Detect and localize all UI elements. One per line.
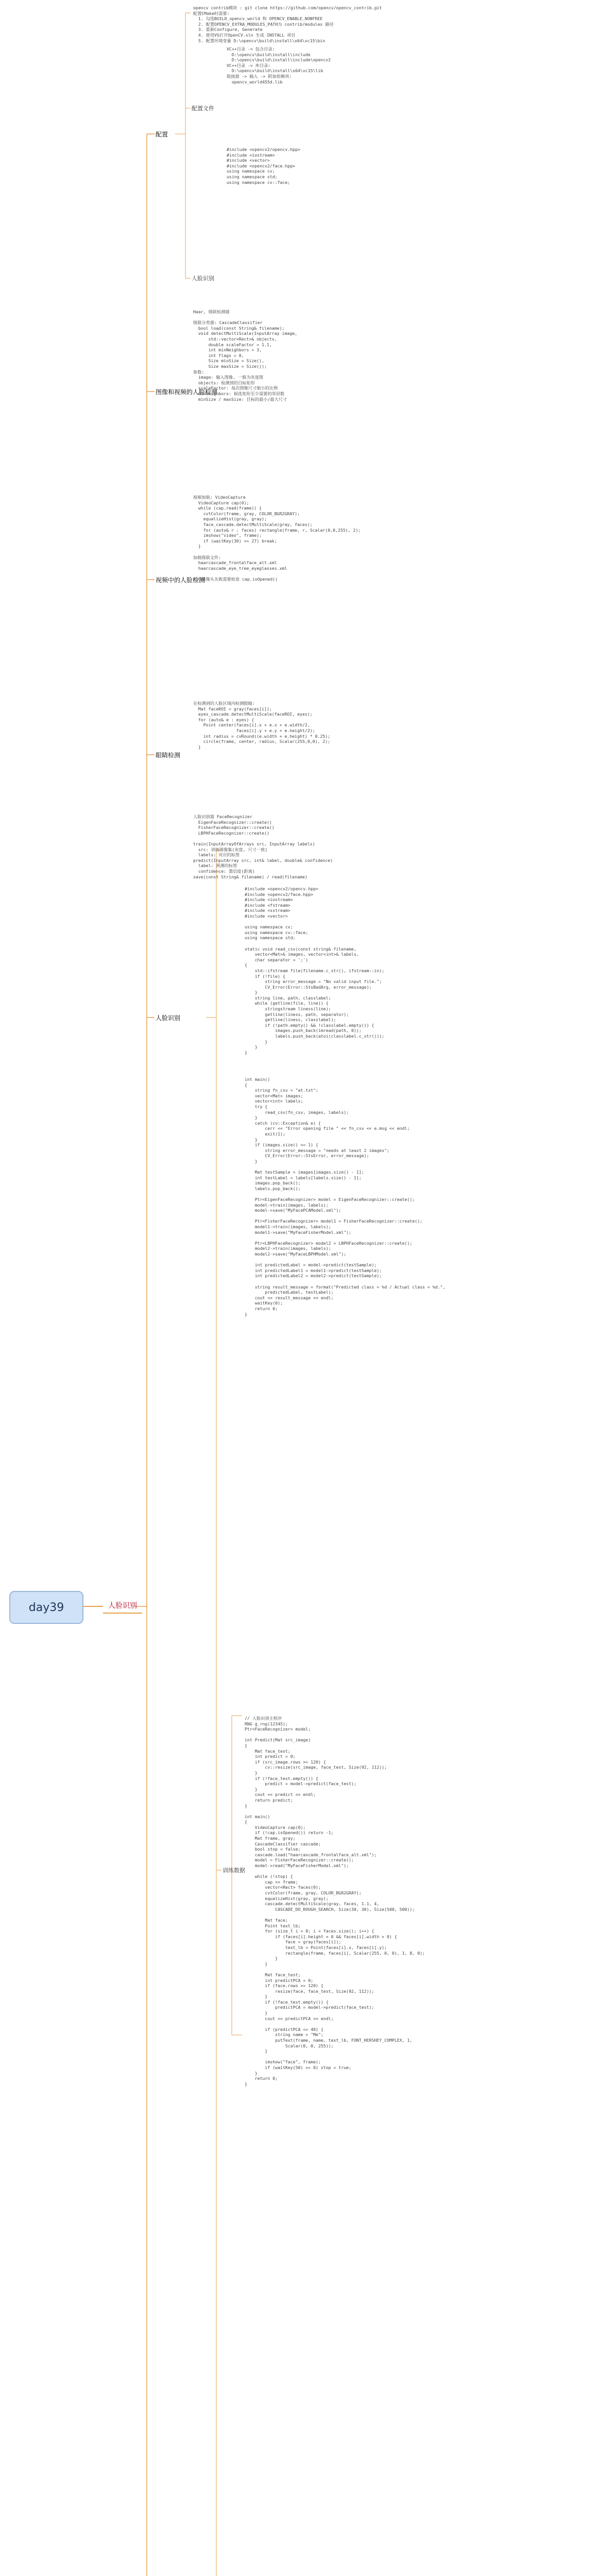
text-line: EigenFaceRecognizer::create()	[193, 819, 272, 825]
text-line	[245, 1967, 425, 1972]
text-line: opencv_world455d.lib	[227, 79, 283, 84]
text-line: cap >> frame;	[245, 1879, 298, 1885]
root-node[interactable]	[9, 1591, 83, 1624]
text-line: 打开摄像头失败需要检查 cap.isOpened()	[193, 576, 278, 582]
text-line: face = gray(faces[i]);	[245, 1939, 341, 1945]
text-line: cout << result_message << endl;	[245, 1295, 334, 1300]
note-block-face-recognizer	[193, 814, 333, 879]
text-line: minSize / maxSize: 目标的最小/最大尺寸	[193, 396, 287, 402]
text-line: Mat faceROI = gray(faces[i]);	[193, 706, 272, 711]
text-line: int Predict(Mat src_image)	[245, 1737, 311, 1743]
text-line: 级联分类器: CascadeClassifier	[193, 320, 263, 326]
text-line: catch (cv::Exception& e) {	[245, 1120, 321, 1126]
text-line: while (getline(file, line)) {	[245, 1001, 329, 1006]
branch-video-face[interactable]: 视频中的人脸检测	[156, 577, 206, 584]
text-line: double scaleFactor = 1.1,	[193, 342, 272, 347]
text-line: 参数:	[193, 369, 204, 375]
note-block-vs-config	[227, 46, 331, 84]
text-line	[193, 836, 333, 841]
text-line: cvtColor(frame, gray, COLOR_BGR2GRAY);	[245, 1890, 362, 1895]
text-line: Mat face_test;	[245, 1972, 301, 1977]
text-line: while (cap.read(frame)) {	[193, 505, 262, 511]
text-line: scaleFactor: 每次图像尺寸缩小的比例	[193, 385, 278, 391]
sublabel-config-cmake[interactable]: 配置文件	[192, 105, 214, 112]
note-block-eyes	[193, 701, 330, 750]
text-line: return 0;	[245, 1306, 278, 1311]
text-line	[193, 549, 361, 555]
text-line: }	[245, 1956, 278, 1961]
text-line: getline(liness, path, separator);	[245, 1011, 349, 1017]
text-line: using namespace cv;	[245, 924, 293, 930]
text-line: }	[193, 544, 201, 549]
text-line: Mat testSample = images[images.size() - 1];	[245, 1170, 364, 1175]
text-line: #include <fstream>	[245, 902, 290, 908]
text-line: char separator = ';')	[245, 957, 309, 962]
text-line: cout << predictPCA << endl;	[245, 2015, 334, 2021]
text-line: cascade.load("haarcascade_frontalface_alt.xml");	[245, 1852, 377, 1857]
text-line: int predictedLabel1 = model1->predict(testSample);	[245, 1267, 382, 1273]
text-line: #include <opencv2/opencv.hpp>	[245, 886, 318, 891]
text-line: if (src_image.rows >= 120) {	[245, 1759, 326, 1765]
text-line: for (size_t i = 0; i < faces.size(); i++) {	[245, 1928, 374, 1934]
text-line: }	[245, 1044, 258, 1050]
text-line: if (waitKey(30) == 27) break;	[193, 538, 277, 544]
text-line	[245, 2021, 425, 2027]
text-line: int testLabel = labels[labels.size() - 1];	[245, 1175, 362, 1180]
text-line: model1->train(images, labels);	[245, 1224, 331, 1230]
text-line: using namespace cv::face;	[227, 179, 290, 185]
text-line: using namespace cv::face;	[245, 929, 309, 935]
text-line: predictPCA = model->predict(face_test);	[245, 2005, 374, 2010]
text-line: CascadeClassifier cascade;	[245, 1841, 321, 1846]
text-line: Size maxSize = Size());	[193, 363, 267, 369]
text-line: static void read_csv(const string& filename,	[245, 946, 356, 952]
text-line: int predict = 0;	[245, 1754, 296, 1759]
text-line: }	[245, 1994, 268, 1999]
text-line: predict = model->predict(face_test);	[245, 1781, 356, 1787]
text-line	[245, 1235, 445, 1241]
text-line: string line, path, classlabel;	[245, 995, 331, 1001]
text-line: cerr << "Error opening file " << fn_csv << e.msg << endl;	[245, 1126, 410, 1131]
text-line: vector<Mat>& images, vector<int>& labels,	[245, 952, 359, 957]
text-line: 5. 配置环境变量 D:\opencv\build\install\x64\vc15\bin	[193, 38, 326, 43]
branch-prep[interactable]: 配置	[156, 131, 168, 138]
text-line: }	[245, 2010, 268, 2016]
text-line: string error_message = "needs at least 2 images";	[245, 1147, 389, 1153]
text-line: circle(frame, center, radius, Scalar(255,0,0), 2);	[193, 739, 331, 744]
text-line: model2->train(images, labels);	[245, 1246, 331, 1251]
text-line: RNG g_rng(12345);	[245, 1721, 288, 1726]
text-line	[245, 941, 384, 946]
text-line	[245, 2054, 425, 2060]
text-line: for (auto& e : eyes) {	[193, 717, 254, 722]
text-line: rectangle(frame, faces[i], Scalar(255, 0, 0), 1, 8, 0);	[245, 1950, 425, 1956]
text-line: 1. 勾选BUILD_opencv_world 和 OPENCV_ENABLE_NONFREE	[193, 16, 323, 22]
text-line	[245, 919, 384, 925]
text-line: D:\opencv\build\install\include\opencv2	[227, 57, 331, 63]
text-line: int flags = 0,	[193, 352, 244, 358]
text-line: CASCADE_DO_ROUGH_SEARCH, Size(30, 30), Size(500, 500));	[245, 1906, 415, 1912]
text-line: #include <opencv2/opencv.hpp>	[227, 147, 300, 152]
text-line: for (auto& r : faces) rectangle(frame, r, Scalar(0,0,255), 2);	[193, 527, 361, 533]
text-line: CV_Error(Error::StsError, error_message);	[245, 1153, 369, 1159]
text-line: bool load(const String& filename);	[193, 325, 285, 331]
code-block-includes	[227, 147, 300, 185]
text-line: #include <iostream>	[227, 152, 275, 158]
text-line: model2->save("MyFaceLBPHModel.xml");	[245, 1251, 347, 1257]
text-line: imshow("face", frame);	[245, 2059, 321, 2065]
text-line: resize(face, face_test, Size(92, 112));	[245, 1988, 374, 1994]
text-line: equalizeHist(gray, gray);	[245, 1895, 329, 1901]
text-line: equalizeHist(gray, gray);	[193, 516, 267, 522]
text-line: int predictPCA = 0;	[245, 1977, 314, 1983]
text-line: src: 训练图像集(灰度, 尺寸一致)	[193, 846, 268, 852]
text-line: std::vector<Rect>& objects,	[193, 336, 277, 342]
text-line: predictedLabel, testLabel);	[245, 1290, 334, 1295]
text-line	[245, 1191, 445, 1197]
text-line: predict(InputArray src, int& label, double& confidence)	[193, 857, 333, 863]
text-line: if (faces[i].height > 0 && faces[i].width > 0) {	[245, 1934, 397, 1939]
text-line: string fn_csv = "at.txt";	[245, 1088, 318, 1093]
text-line: using namespace cv;	[227, 168, 275, 174]
text-line: Mat face_test;	[245, 1748, 290, 1754]
text-line: CV_Error(Error::StsBadArg, error_message);	[245, 984, 372, 990]
text-line: 加载级联文件:	[193, 554, 221, 560]
text-line: getline(liness, classlabel);	[245, 1017, 336, 1023]
text-line	[193, 315, 297, 320]
text-line: read_csv(fn_csv, images, labels);	[245, 1109, 349, 1115]
text-line: if (!cap.isOpened()) return -1;	[245, 1830, 334, 1836]
text-line: VC++目录 -> 库目录:	[227, 62, 271, 68]
text-line: using namespace std;	[245, 935, 296, 941]
text-line: model->save("MyFacePCAModel.xml");	[245, 1208, 341, 1213]
text-line: if (!face_test.empty()) {	[245, 1775, 318, 1781]
text-line: #include <opencv2/face.hpp>	[245, 891, 314, 897]
text-line: Point center(faces[i].x + e.x + e.width/2,	[193, 722, 310, 728]
text-line: 链接器 -> 输入 -> 附加依赖项:	[227, 73, 292, 79]
branch-face-detection[interactable]: 图像和视频的人脸检测	[156, 388, 218, 396]
text-line	[245, 1869, 425, 1874]
text-line: int main()	[245, 1814, 270, 1819]
text-line: Ptr<LBPHFaceRecognizer> model2 = LBPHFaceRecognizer::create();	[245, 1240, 413, 1246]
root-title: day39	[28, 1601, 64, 1614]
text-line: void detectMultiScale(InputArray image,	[193, 331, 298, 336]
topic-node[interactable]	[103, 1598, 142, 1614]
note-block-cascade-api	[193, 309, 297, 402]
text-line: {	[245, 962, 247, 968]
text-line: 4. 使用VS打开OpenCV.sln 生成 INSTALL 项目	[193, 32, 296, 38]
text-line: images.pop_back();	[245, 1180, 301, 1186]
text-line: D:\opencv\build\install\include	[227, 52, 311, 57]
text-line: string result_message = format("Predicted class = %d / Actual class = %d.",	[245, 1284, 446, 1290]
text-line: int radius = cvRound((e.width + e.height) * 0.25);	[193, 733, 331, 739]
text-line: int minNeighbors = 3,	[193, 347, 262, 353]
text-line: imshow("video", frame);	[193, 533, 262, 538]
text-line: confidence: 置信度(距离)	[193, 868, 255, 874]
text-line: #include <vector>	[227, 158, 270, 163]
text-line: vector<Rect> faces(0);	[245, 1885, 321, 1890]
text-line: images.push_back(imread(path, 0));	[245, 1028, 362, 1033]
text-line: Haar, 级联检测器	[193, 309, 230, 314]
text-line: }	[193, 744, 201, 750]
text-line: model->read("MyFaceFisherModel.xml");	[245, 1863, 349, 1869]
text-line: }	[245, 1803, 247, 1808]
text-line: }	[245, 1115, 258, 1121]
text-line: if (!path.empty() && !classlabel.empty()) {	[245, 1022, 374, 1028]
text-line: }	[245, 2048, 268, 2054]
text-line: 2. 配置OPENCV_EXTRA_MODULES_PATH为 contrib/modules 路径	[193, 21, 334, 27]
text-line	[245, 1279, 445, 1284]
text-line: }	[245, 1137, 258, 1142]
text-line: 在检测到的人脸区域内检测眼睛:	[193, 701, 255, 706]
text-line: string error_message = "No valid input file.";	[245, 979, 382, 985]
text-line: }	[245, 1049, 247, 1055]
text-line: using namespace std;	[227, 174, 278, 179]
text-line: labels: 对应的标签	[193, 852, 240, 858]
text-line: Ptr<FisherFaceRecognizer> model1 = FisherFaceRecognizer::create();	[245, 1218, 423, 1224]
text-line: Size minSize = Size(),	[193, 358, 265, 364]
text-line: label: 预测的标签	[193, 863, 237, 869]
text-line: faces[i].y + e.y + e.height/2);	[193, 727, 315, 733]
text-line: haarcascade_frontalface_alt.xml	[193, 560, 277, 566]
text-line: Mat frame, gray;	[245, 1836, 296, 1841]
text-line: D:\opencv\build\install\x64\vc15\lib	[227, 68, 323, 74]
text-line: VC++目录 -> 包含目录:	[227, 46, 275, 52]
text-line: }	[245, 1158, 258, 1164]
text-line: int main()	[245, 1077, 270, 1082]
text-line: if (waitKey(50) >= 0) stop = true;	[245, 2065, 352, 2070]
text-line: Ptr<FaceRecognizer> model;	[245, 1726, 311, 1732]
text-line: train(InputArrayOfArrays src, InputArray labels)	[193, 841, 315, 846]
text-line: }	[245, 1039, 268, 1044]
text-line: objects: 检测到的目标矩形	[193, 380, 255, 385]
text-line: exit(1);	[245, 1131, 285, 1137]
text-line: 视频加载: VideoCapture	[193, 495, 246, 500]
text-line: waitKey(0);	[245, 1300, 283, 1306]
code-block-recognize-main	[245, 1716, 425, 2087]
text-line: haarcascade_eye_tree_eyeglasses.xml	[193, 565, 287, 571]
text-line: vector<int> labels;	[245, 1098, 303, 1104]
text-line: }	[245, 1770, 258, 1775]
text-line: putText(frame, name, text_lb, FONT_HERSHEY_COMPLEX, 1,	[245, 2038, 413, 2043]
text-line: if (images.size() <= 1) {	[245, 1142, 318, 1148]
text-line: return 0;	[245, 2076, 278, 2081]
text-line: Point text_lb;	[245, 1923, 301, 1928]
text-line: Scalar(0, 0, 255));	[245, 2043, 334, 2048]
text-line: model = FisherFaceRecognizer::create();	[245, 1857, 354, 1863]
topic-title: 人脸识别	[108, 1602, 137, 1610]
text-line	[245, 1213, 445, 1219]
text-line	[245, 1164, 445, 1170]
text-line: VideoCapture cap(0);	[193, 500, 249, 505]
text-line: int predictedLabel = model->predict(testSample);	[245, 1262, 377, 1268]
text-line	[245, 1732, 425, 1738]
text-line	[245, 1257, 445, 1263]
sublabel-train[interactable]: 训练数据	[223, 1867, 245, 1874]
text-line	[245, 1912, 425, 1918]
text-line: save(const String& filename) / read(filename)	[193, 874, 307, 879]
text-line: VideoCapture cap(0);	[245, 1824, 306, 1830]
text-line: Ptr<EigenFaceRecognizer> model = EigenFaceRecognizer::create();	[245, 1197, 415, 1202]
text-line: labels.push_back(atoi(classlabel.c_str()));	[245, 1033, 385, 1039]
text-line: }	[245, 1961, 268, 1967]
text-line: {	[245, 1819, 247, 1825]
text-line: }	[245, 1311, 247, 1317]
text-line: }	[245, 990, 258, 995]
text-line: string name = "Me";	[245, 2032, 323, 2038]
text-line: vector<Mat> images;	[245, 1093, 303, 1098]
text-line: }	[245, 1786, 258, 1792]
text-line: }	[245, 2070, 258, 2076]
note-block-video	[193, 495, 361, 582]
text-line: cascade.detectMultiScale(gray, faces, 1.1, 4,	[245, 1901, 380, 1907]
text-line: std::ifstream file(filename.c_str(), ifstream::in);	[245, 968, 385, 973]
code-block-read-csv	[245, 886, 384, 1055]
text-line: #include <vector>	[245, 913, 288, 919]
text-line: cvtColor(frame, gray, COLOR_BGR2GRAY);	[193, 511, 300, 516]
text-line: model1->save("MyFaceFisherModel.xml");	[245, 1229, 352, 1235]
branch-eyes[interactable]: 眼睛检测	[156, 752, 181, 759]
text-line: labels.pop_back();	[245, 1185, 301, 1191]
text-line: return predict;	[245, 1797, 293, 1803]
note-block-contrib	[193, 5, 382, 43]
text-line: 人脸识别器 FaceRecognizer	[193, 814, 252, 819]
text-line: // 人脸识别主程序	[245, 1716, 282, 1721]
text-line: }	[245, 2081, 247, 2087]
text-line: cout << predict << endl;	[245, 1792, 316, 1798]
text-line: #include <opencv2/face.hpp>	[227, 163, 296, 168]
text-line: face_cascade.detectMultiScale(gray, faces);	[193, 521, 313, 527]
text-line: LBPHFaceRecognizer::create()	[193, 830, 269, 836]
code-block-train-main	[245, 1077, 445, 1317]
text-line: 配置CMake时需要:	[193, 10, 230, 16]
branch-recognition[interactable]: 人脸识别	[156, 1014, 181, 1022]
text-line: FisherFaceRecognizer::create()	[193, 825, 275, 831]
text-line: model->train(images, labels);	[245, 1202, 329, 1208]
text-line: int predictedLabel2 = model2->predict(testSample);	[245, 1273, 382, 1279]
sublabel-cascade[interactable]: 人脸识别	[192, 275, 214, 282]
text-line: {	[245, 1742, 247, 1748]
text-line: #include <iostream>	[245, 897, 293, 903]
text-line	[245, 1808, 425, 1814]
text-line: try {	[245, 1104, 268, 1109]
text-line: text_lb = Point(faces[i].x, faces[i].y);	[245, 1944, 387, 1950]
text-line: bool stop = false;	[245, 1846, 301, 1852]
text-line: opencv contrib模块 : git clone https://github.com/opencv/opencv_contrib.git	[193, 5, 382, 10]
text-line: if (!face_test.empty()) {	[245, 1999, 329, 2005]
text-line: {	[245, 1082, 247, 1088]
text-line: eyes_cascade.detectMultiScale(faceROI, eyes);	[193, 711, 313, 717]
text-line: if (predictPCA == 40) {	[245, 2026, 323, 2032]
text-line: minNeighbors: 候选矩形至少需要的邻居数	[193, 391, 285, 396]
text-line: #include <sstream>	[245, 908, 290, 913]
text-line: if (!file) {	[245, 973, 285, 979]
text-line: if (face.rows >= 120) {	[245, 1983, 323, 1989]
text-line: 3. 重新Configure, Generate	[193, 27, 263, 32]
text-line: cv::resize(src_image, face_test, Size(92, 112));	[245, 1765, 387, 1770]
text-line: stringstream liness(line);	[245, 1006, 331, 1012]
text-line	[193, 571, 361, 577]
text-line: Mat face;	[245, 1917, 288, 1923]
text-line: image: 输入图像, 一般为灰度图	[193, 375, 264, 380]
text-line: while (!stop) {	[245, 1874, 293, 1879]
